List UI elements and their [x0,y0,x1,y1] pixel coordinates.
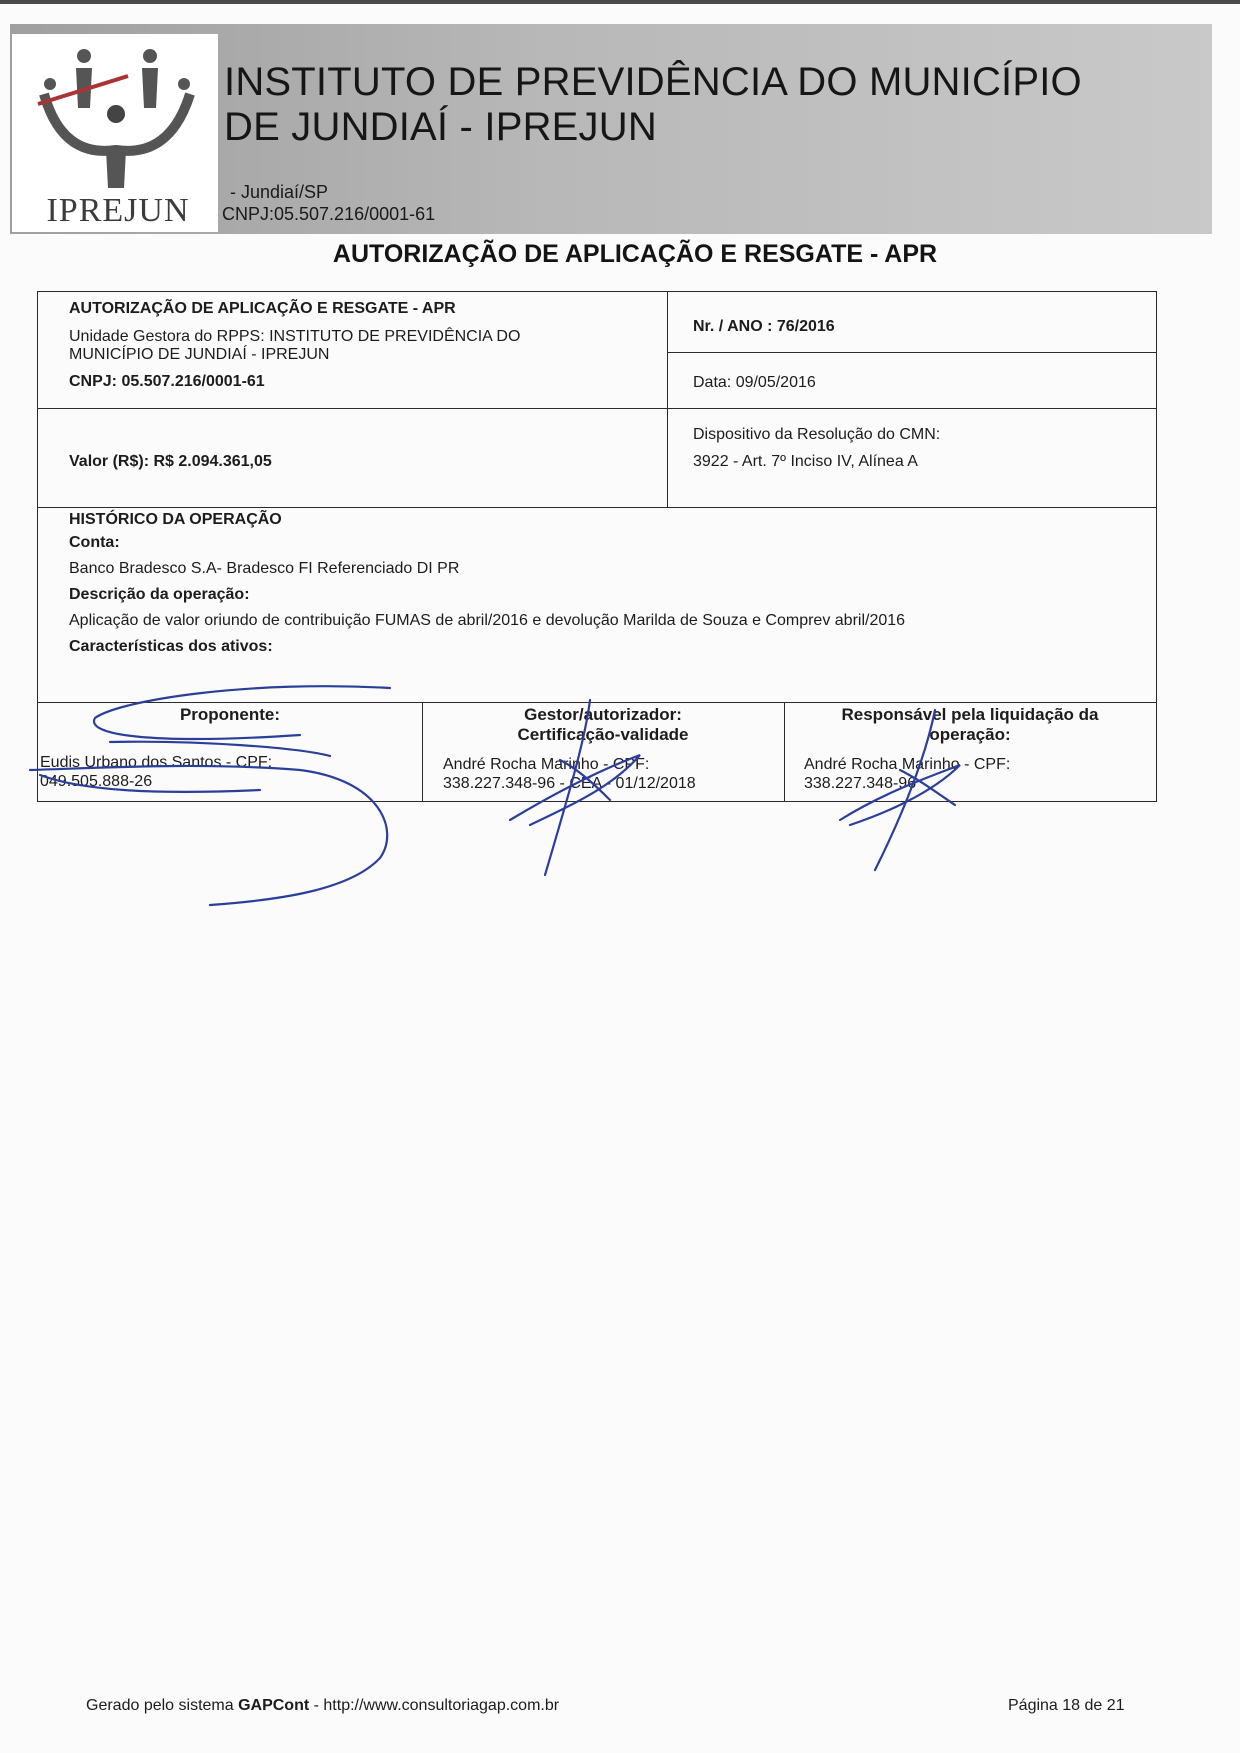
descricao-value: Aplicação de valor oriundo de contribuição FUMAS de abril/2016 e devolução Marilda de Souza e Comprev abril/2016 [69,612,906,629]
dispositivo-value: 3922 - Art. 7º Inciso IV, Alínea A [693,453,918,470]
unidade-gestora-line1: Unidade Gestora do RPPS: INSTITUTO DE PREVIDÊNCIA DO [69,328,521,345]
gestor-cpf: 338.227.348-96 - CEA - 01/12/2018 [443,775,696,792]
footer-page-number: Página 18 de 21 [1008,1697,1125,1714]
gestor-title-line1: Gestor/autorizador: [524,705,682,724]
proponente-cpf: 049.505.888-26 [40,773,153,790]
footer-system-name: GAPCont [238,1697,310,1714]
footer-generated [86,1697,559,1715]
institution-city: - Jundiaí/SP [230,182,329,202]
gestor-title-line2: Certificação-validade [517,725,689,744]
valor-field: Valor (R$): R$ 2.094.361,05 [69,453,272,470]
proponente-title: Proponente: [179,705,281,724]
descricao-label: Descrição da operação: [69,586,250,603]
responsavel-title-line1: Responsável pela liquidação da [841,705,1099,724]
dispositivo-label: Dispositivo da Resolução do CMN: [693,426,941,443]
conta-label: Conta: [69,534,120,551]
caracteristicas-label: Características dos ativos: [69,638,273,655]
conta-value: Banco Bradesco S.A- Bradesco FI Referenciado DI PR [69,560,460,577]
responsavel-signature-stroke [900,770,955,805]
footer-generated-suffix: - http://www.consultoriagap.com.br [309,1697,560,1714]
responsavel-name: André Rocha Marinho - CPF: [804,756,1011,773]
form-section-title: AUTORIZAÇÃO DE APLICAÇÃO E RESGATE - APR [69,300,456,317]
document-title: AUTORIZAÇÃO DE APLICAÇÃO E RESGATE - APR [332,240,938,268]
institution-name-line2: DE JUNDIAÍ - IPREJUN [224,105,657,149]
proponente-signature-stroke [30,766,387,905]
unidade-gestora-line2: MUNICÍPIO DE JUNDIAÍ - IPREJUN [69,346,330,363]
gestor-name: André Rocha Marinho - CPF: [443,756,650,773]
footer-generated-prefix: Gerado pelo sistema [86,1697,239,1714]
responsavel-cpf: 338.227.348-96 [804,775,917,792]
institution-cnpj: CNPJ:05.507.216/0001-61 [222,204,436,224]
proponente-signature-stroke [110,742,330,756]
institution-name-line1: INSTITUTO DE PREVIDÊNCIA DO MUNICÍPIO [224,60,1082,104]
proponente-name: Eudis Urbano dos Santos - CPF: [40,754,273,771]
historico-title: HISTÓRICO DA OPERAÇÃO [69,511,282,528]
nr-ano: Nr. / ANO : 76/2016 [693,318,835,335]
form-cnpj: CNPJ: 05.507.216/0001-61 [69,373,265,390]
proponente-signature-stroke [94,686,390,739]
proponente-signature-stroke [40,775,260,792]
data-date: Data: 09/05/2016 [693,374,816,391]
logo-text: IPREJUN [46,192,190,229]
gestor-signature-stroke [510,755,640,825]
responsavel-title-line2: operação: [929,725,1011,744]
